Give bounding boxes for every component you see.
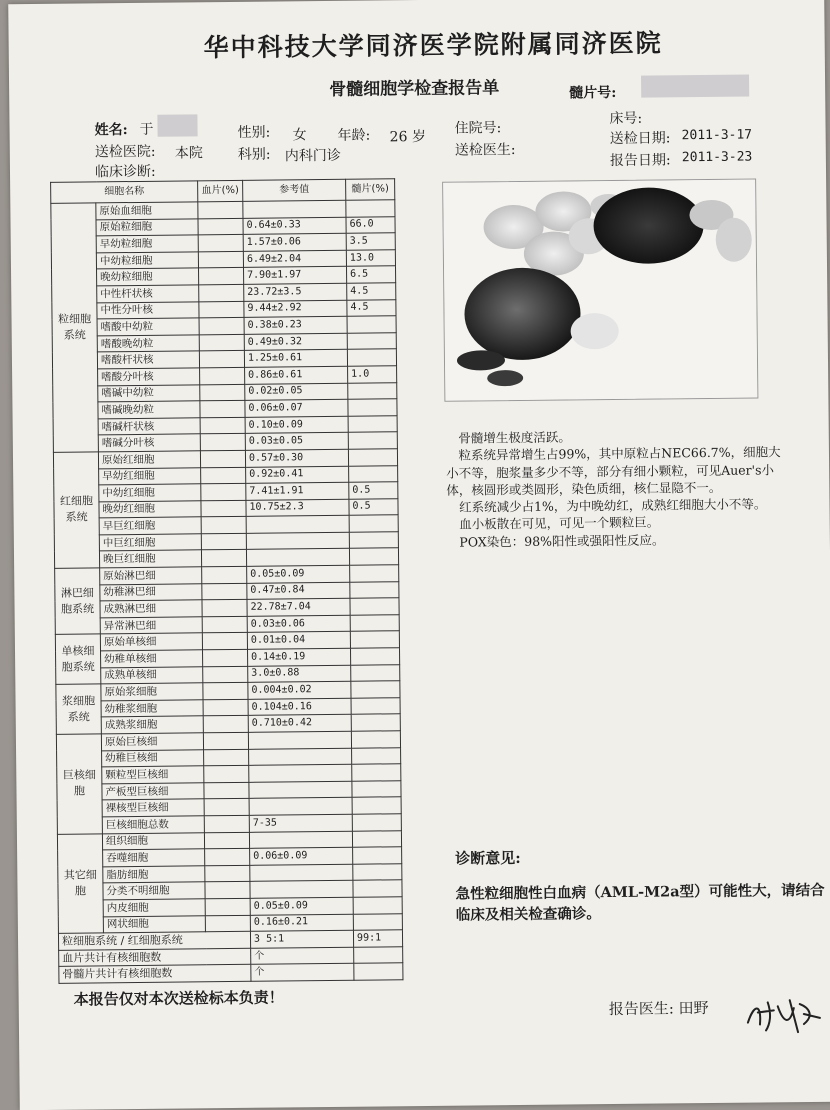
cell-name: 中幼红细胞 (99, 484, 201, 502)
report-date-label: 报告日期: (609, 152, 671, 170)
reference-value: 0.64±0.33 (243, 217, 346, 235)
reference-value: 0.03±0.05 (245, 433, 348, 451)
cell-name: 原始红细胞 (98, 451, 200, 469)
bone-marrow-value (350, 615, 399, 632)
bone-marrow-value (350, 631, 399, 648)
blood-smear-value (201, 483, 246, 500)
cell-name: 幼稚巨核细 (102, 749, 204, 767)
clinical-diagnosis-label: 临床诊断: (94, 163, 156, 181)
blood-smear-value (203, 683, 248, 700)
age-label: 年龄: (337, 127, 371, 144)
sex-label: 性别: (237, 124, 271, 141)
cell-name: 原始粒细胞 (96, 218, 198, 236)
blood-smear-value (203, 649, 248, 666)
cell-name: 嗜碱晚幼粒 (98, 401, 200, 419)
blood-smear-value (204, 832, 249, 849)
blood-smear-value (200, 434, 245, 451)
cell-group-label: 粒细胞系统 (51, 203, 99, 452)
reference-value: 3.0±0.88 (248, 665, 351, 683)
reference-value: 0.86±0.61 (245, 366, 348, 384)
reference-value (246, 516, 349, 534)
col-reference: 参考值 (243, 179, 346, 201)
cell-name: 中巨红细胞 (99, 534, 201, 552)
summary-label: 血片共计有核细胞数 (59, 948, 251, 967)
diagnosis-text: 急性粒细胞性白血病（AML-M2a型）可能性大，请结合临床及相关检查确诊。 (455, 881, 825, 924)
blood-smear-value (198, 235, 243, 252)
bone-marrow-value: 4.5 (347, 283, 396, 300)
bone-marrow-value (347, 316, 396, 333)
blood-smear-value (204, 766, 249, 783)
bone-marrow-value (353, 897, 402, 914)
bone-marrow-value (348, 415, 397, 432)
bone-marrow-value (349, 548, 398, 565)
cell-count-table (50, 178, 403, 983)
report-paper (8, 0, 830, 1110)
reference-value: 0.06±0.09 (250, 847, 353, 865)
cell-name: 原始血细胞 (96, 202, 198, 220)
hospital-name: 华中科技大学同济医学院附属同济医院 (203, 28, 663, 63)
sent-date-value: 2011-3-17 (681, 127, 753, 144)
bone-marrow-value: 4.5 (347, 299, 396, 316)
summary-bone-marrow (354, 946, 403, 963)
reference-value: 7-35 (249, 814, 352, 832)
cell-name: 原始浆细胞 (101, 683, 203, 701)
name-label: 姓名: (94, 122, 128, 139)
blood-smear-value (203, 666, 248, 683)
cell-name: 原始淋巴细 (100, 567, 202, 585)
name-value: 于 (139, 121, 154, 138)
cell-name: 中性杆状核 (97, 285, 199, 303)
blood-smear-value (205, 915, 250, 932)
cell-group-label: 单核细胞系统 (55, 634, 101, 684)
bone-marrow-value (348, 449, 397, 466)
cell-name: 组织细胞 (102, 832, 204, 850)
bone-marrow-value (353, 880, 402, 897)
bone-marrow-value (349, 515, 398, 532)
sex-value: 女 (292, 127, 307, 144)
bone-marrow-value (348, 399, 397, 416)
reference-value: 23.72±3.5 (244, 283, 347, 301)
cell-name: 颗粒型巨核细 (102, 766, 204, 784)
blood-smear-value (200, 400, 245, 417)
description-line: POX染色：98%阳性或强阳性反应。 (459, 532, 665, 550)
bone-marrow-value: 0.5 (349, 482, 398, 499)
cell-name: 成熟浆细胞 (101, 716, 203, 734)
bone-marrow-value (352, 747, 401, 764)
reference-value: 0.57±0.30 (245, 449, 348, 467)
department-value: 内科门诊 (284, 147, 341, 165)
cell-name: 嗜酸分叶核 (98, 368, 200, 386)
slide-number-redaction (641, 75, 749, 98)
summary-reference: 3 5:1 (250, 930, 353, 948)
blood-smear-value (202, 600, 247, 617)
cell-name: 脂肪细胞 (103, 866, 205, 884)
cell-name: 异常淋巴细 (100, 617, 202, 635)
cell-name: 早幼红细胞 (99, 467, 201, 485)
bone-marrow-value (349, 465, 398, 482)
summary-reference: 个 (251, 947, 354, 965)
reference-value: 0.01±0.04 (247, 632, 350, 650)
col-cell-name: 细胞名称 (51, 181, 198, 204)
reference-value (250, 881, 353, 899)
bone-marrow-value: 6.5 (346, 266, 395, 283)
bone-marrow-value (352, 830, 401, 847)
bone-marrow-value: 13.0 (346, 250, 395, 267)
bone-marrow-micrograph (442, 178, 758, 401)
blood-smear-value (204, 799, 249, 816)
reference-value: 0.06±0.07 (245, 399, 348, 417)
bone-marrow-value (352, 764, 401, 781)
reference-value: 0.47±0.84 (247, 582, 350, 600)
bone-marrow-value (353, 863, 402, 880)
blood-smear-value (199, 268, 244, 285)
age-value: 26 岁 (389, 128, 426, 146)
reference-value (249, 781, 352, 799)
reference-value: 9.44±2.92 (244, 300, 347, 318)
cell-name: 幼稚浆细胞 (101, 700, 203, 718)
bone-marrow-value (350, 648, 399, 665)
blood-smear-value (200, 417, 245, 434)
summary-bone-marrow (354, 963, 403, 980)
cell-group-label: 淋巴细胞系统 (55, 568, 101, 635)
cell-name: 幼稚淋巴细 (100, 583, 202, 601)
reference-value: 7.90±1.97 (244, 267, 347, 285)
cell-name: 嗜酸中幼粒 (97, 318, 199, 336)
cell-name: 嗜碱杆状核 (98, 418, 200, 436)
sent-date-label: 送检日期: (609, 130, 671, 148)
reference-value (243, 200, 346, 218)
reference-value: 10.75±2.3 (246, 499, 349, 517)
cell-name: 晚幼粒细胞 (97, 268, 199, 286)
blood-smear-value (200, 384, 245, 401)
summary-reference: 个 (251, 964, 354, 982)
bone-marrow-value: 0.5 (349, 498, 398, 515)
cell-name: 晚巨红细胞 (99, 550, 201, 568)
send-hospital-label: 送检医院: (94, 143, 156, 161)
cell-name: 早幼粒细胞 (96, 235, 198, 253)
bone-marrow-value: 3.5 (346, 233, 395, 250)
bone-marrow-value (352, 814, 401, 831)
summary-bone-marrow: 99:1 (353, 930, 402, 947)
cell-name: 嗜酸杆状核 (97, 351, 199, 369)
cell-name: 嗜酸晚幼粒 (97, 335, 199, 353)
diagnosis-title: 诊断意见: (455, 848, 521, 868)
reference-value: 22.78±7.04 (247, 599, 350, 617)
blood-smear-value (202, 616, 247, 633)
reference-value: 0.49±0.32 (244, 333, 347, 351)
cell-name: 晚幼红细胞 (99, 500, 201, 518)
blood-smear-value (201, 500, 246, 517)
blood-smear-value (199, 301, 244, 318)
blood-smear-value (198, 201, 243, 218)
bone-marrow-value (351, 681, 400, 698)
bone-marrow-value (350, 565, 399, 582)
disclaimer: 本报告仅对本次送检标本负责！ (73, 988, 284, 1009)
cell-name: 嗜碱中幼粒 (98, 384, 200, 402)
reference-value: 0.05±0.09 (250, 897, 353, 915)
description-line: 红系统减少占1%，为中晚幼红，成熟红细胞大小不等。 (458, 496, 767, 515)
report-doctor-label: 报告医生: (608, 999, 674, 1019)
reference-value (249, 764, 352, 782)
summary-label: 骨髓片共计有核细胞数 (59, 965, 251, 984)
reference-value: 0.710±0.42 (248, 715, 351, 733)
cell-name: 分类不明细胞 (103, 882, 205, 900)
reference-value: 0.10±0.09 (245, 416, 348, 434)
bone-marrow-value (348, 382, 397, 399)
cell-name: 中性分叶核 (97, 301, 199, 319)
bone-marrow-value (346, 200, 395, 217)
blood-smear-value (201, 533, 246, 550)
blood-smear-value (205, 898, 250, 915)
reference-value: 0.14±0.19 (247, 648, 350, 666)
blood-smear-value (200, 450, 245, 467)
reference-value (246, 549, 349, 567)
description-line: 骨髓增生极度活跃。 (458, 429, 571, 446)
bed-label: 床号: (609, 110, 643, 128)
blood-smear-value (198, 251, 243, 268)
table-summary-row (59, 963, 403, 983)
col-bone-marrow: 髓片(%) (346, 179, 395, 201)
cell-name: 中幼粒细胞 (96, 252, 198, 270)
cell-name: 成熟单核细 (101, 666, 203, 684)
bone-marrow-value (351, 698, 400, 715)
cell-group-label: 浆细胞系统 (56, 684, 102, 734)
blood-smear-value (203, 699, 248, 716)
cell-name: 早巨红细胞 (99, 517, 201, 535)
reference-value: 0.16±0.21 (250, 914, 353, 932)
cell-name: 裸核型巨核细 (102, 799, 204, 817)
bone-marrow-value (347, 333, 396, 350)
bone-marrow-value: 1.0 (348, 366, 397, 383)
blood-smear-value (204, 782, 249, 799)
cell-name: 吞噬细胞 (103, 849, 205, 867)
cell-name: 网状细胞 (103, 915, 205, 933)
blood-smear-value (201, 467, 246, 484)
cell-name: 巨核细胞总数 (102, 816, 204, 834)
bone-marrow-value: 66.0 (346, 216, 395, 233)
send-doctor-label: 送检医生: (454, 141, 516, 159)
doctor-signature (744, 994, 824, 1035)
reference-value: 0.104±0.16 (248, 698, 351, 716)
bone-marrow-value (353, 847, 402, 864)
blood-smear-value (199, 318, 244, 335)
bone-marrow-value (351, 664, 400, 681)
name-redaction (157, 114, 197, 136)
blood-smear-value (203, 716, 248, 733)
morphology-description (446, 426, 792, 551)
cell-name: 成熟淋巴细 (100, 600, 202, 618)
report-doctor-name: 田野 (678, 999, 709, 1018)
blood-smear-value (205, 865, 250, 882)
blood-smear-value (202, 633, 247, 650)
col-blood-smear: 血片(%) (198, 180, 243, 201)
department-label: 科别: (237, 146, 271, 163)
bone-marrow-value (351, 714, 400, 731)
reference-value (249, 798, 352, 816)
reference-value (250, 864, 353, 882)
reference-value (249, 748, 352, 766)
summary-label: 粒细胞系统 / 红细胞系统 (58, 931, 250, 950)
send-hospital-value: 本院 (174, 145, 203, 162)
bone-marrow-value (352, 781, 401, 798)
bone-marrow-value (351, 731, 400, 748)
report-title: 骨髓细胞学检查报告单 (329, 78, 500, 100)
cell-name: 嗜碱分叶核 (98, 434, 200, 452)
cell-group-label: 其它细胞 (57, 833, 103, 933)
reference-value: 0.02±0.05 (245, 383, 348, 401)
reference-value (246, 532, 349, 550)
slide-number-label: 髓片号: (569, 84, 617, 102)
bone-marrow-value (353, 913, 402, 930)
bone-marrow-value (350, 598, 399, 615)
cell-name: 产板型巨核细 (102, 783, 204, 801)
reference-value (249, 831, 352, 849)
report-date-value: 2011-3-23 (681, 149, 753, 166)
cell-name: 原始单核细 (100, 633, 202, 651)
bone-marrow-value (347, 349, 396, 366)
reference-value: 1.57±0.06 (243, 233, 346, 251)
reference-value: 1.25±0.61 (244, 350, 347, 368)
reference-value: 0.92±0.41 (246, 466, 349, 484)
cell-name: 幼稚单核细 (101, 650, 203, 668)
reference-value: 0.38±0.23 (244, 316, 347, 334)
blood-smear-value (199, 351, 244, 368)
report-doctor (609, 997, 709, 1019)
blood-smear-value (202, 583, 247, 600)
bone-marrow-value (350, 581, 399, 598)
description-line: 粒系统异常增生占99%，其中原粒占NEC66.7%，细胞大小不等，胞浆量多少不等，部分有细小颗粒，可见Auer's小体，核圆形或类圆形，染色质细，核仁显隐不一。 (446, 444, 781, 498)
reference-value: 0.004±0.02 (248, 681, 351, 699)
reference-value: 6.49±2.04 (243, 250, 346, 268)
blood-smear-value (205, 848, 250, 865)
blood-smear-value (201, 517, 246, 534)
blood-smear-value (200, 367, 245, 384)
blood-smear-value (203, 732, 248, 749)
bone-marrow-value (348, 432, 397, 449)
bone-marrow-value (352, 797, 401, 814)
cell-name: 内皮细胞 (103, 899, 205, 917)
bone-marrow-value (349, 532, 398, 549)
blood-smear-value (201, 550, 246, 567)
blood-smear-value (199, 334, 244, 351)
blood-smear-value (204, 749, 249, 766)
description-line: 血小板散在可见，可见一个颗粒巨。 (459, 514, 660, 533)
reference-value (248, 731, 351, 749)
cell-name: 原始巨核细 (101, 733, 203, 751)
inpatient-label: 住院号: (454, 120, 502, 137)
reference-value: 0.03±0.06 (247, 615, 350, 633)
reference-value: 7.41±1.91 (246, 482, 349, 500)
blood-smear-value (204, 815, 249, 832)
blood-smear-value (199, 284, 244, 301)
cell-group-label: 红细胞系统 (53, 452, 99, 569)
blood-smear-value (202, 566, 247, 583)
reference-value: 0.05±0.09 (247, 565, 350, 583)
blood-smear-value (198, 218, 243, 235)
blood-smear-value (205, 882, 250, 899)
cell-group-label: 巨核细胞 (56, 734, 102, 834)
